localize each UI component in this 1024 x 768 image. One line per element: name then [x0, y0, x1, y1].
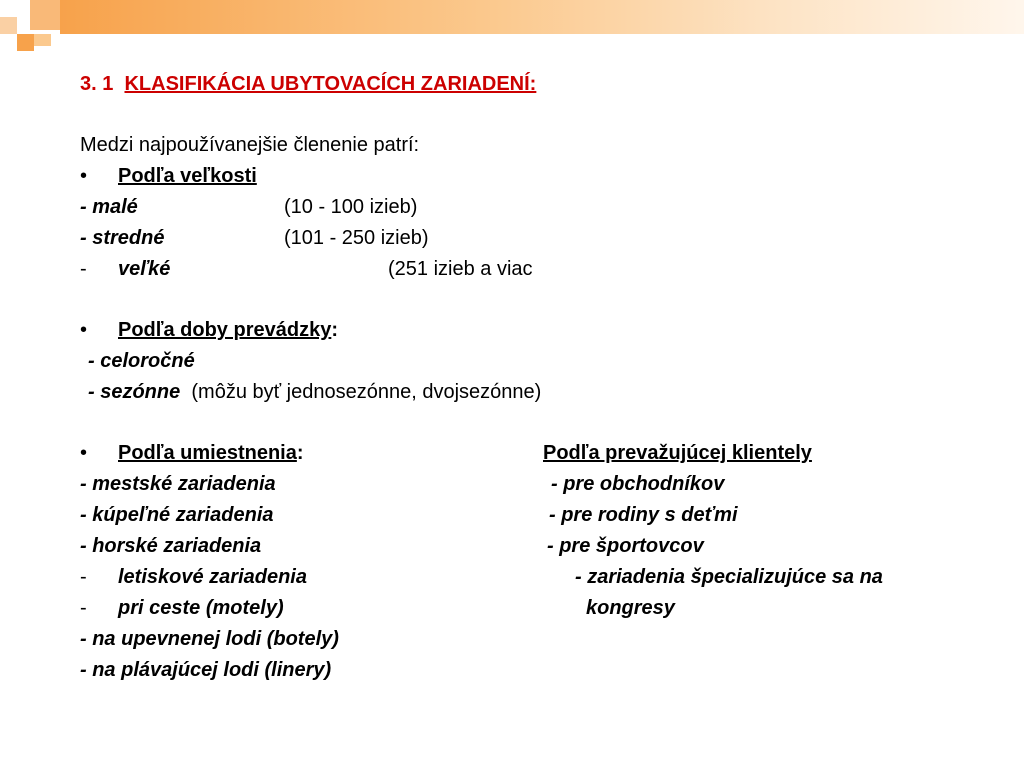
- operation-heading: [118, 318, 338, 342]
- location-item: - mestské zariadenia: [80, 473, 276, 495]
- decor-square: [30, 0, 60, 30]
- location-item: letiskové zariadenia: [118, 566, 307, 588]
- decor-square: [0, 17, 17, 34]
- clientele-item: kongresy: [586, 597, 675, 619]
- size-range: (101 - 250 izieb): [284, 227, 429, 249]
- bullet: •: [80, 165, 88, 187]
- location-item: pri ceste (motely): [118, 597, 284, 619]
- size-name: stredné: [92, 227, 165, 249]
- slide-title: [80, 72, 536, 96]
- location-item: - kúpeľné zariadenia: [80, 504, 274, 526]
- intro-text: Medzi najpoužívanejšie členenie patrí:: [80, 134, 420, 156]
- size-heading: Podľa veľkosti: [118, 165, 257, 187]
- section-number: 3. 1: [80, 73, 114, 95]
- header-gradient-bar: [60, 0, 1024, 34]
- clientele-item: - pre obchodníkov: [551, 473, 725, 495]
- operation-name: celoročné: [100, 350, 195, 372]
- dash: -: [80, 227, 93, 249]
- bullet: •: [80, 442, 88, 464]
- bullet: •: [80, 319, 88, 341]
- dash: -: [80, 196, 93, 218]
- dash: -: [88, 350, 101, 372]
- operation-row-yearround: [88, 349, 195, 373]
- size-row-medium: [80, 226, 164, 250]
- size-range: (10 - 100 izieb): [284, 196, 418, 218]
- size-name: veľké: [118, 258, 171, 280]
- operation-row-seasonal: [88, 380, 541, 404]
- dash: -: [80, 258, 87, 280]
- size-range: (251 izieb a viac: [388, 258, 533, 280]
- location-heading-text: Podľa umiestnenia: [118, 442, 297, 464]
- clientele-item: - zariadenia špecializujúce sa na: [575, 566, 883, 588]
- location-item: - na plávajúcej lodi (linery): [80, 659, 332, 681]
- decor-square: [17, 34, 34, 51]
- clientele-heading: Podľa prevažujúcej klientely: [543, 442, 812, 464]
- size-name: malé: [92, 196, 138, 218]
- decor-square: [34, 34, 51, 46]
- location-item: - na upevnenej lodi (botely): [80, 628, 339, 650]
- colon: :: [296, 442, 304, 464]
- location-item: - horské zariadenia: [80, 535, 262, 557]
- operation-note: (môžu byť jednosezónne, dvojsezónne): [191, 381, 542, 403]
- clientele-item: - pre športovcov: [547, 535, 704, 557]
- dash: -: [88, 381, 101, 403]
- dash: -: [80, 566, 87, 588]
- section-title: KLASIFIKÁCIA UBYTOVACÍCH ZARIADENÍ:: [124, 73, 537, 95]
- dash: -: [80, 597, 87, 619]
- colon: :: [331, 319, 338, 341]
- operation-name: sezónne: [100, 381, 181, 403]
- operation-heading-text: Podľa doby prevádzky: [118, 319, 332, 341]
- clientele-item: - pre rodiny s deťmi: [549, 504, 738, 526]
- size-row-small: [80, 195, 138, 219]
- location-heading: [118, 441, 304, 465]
